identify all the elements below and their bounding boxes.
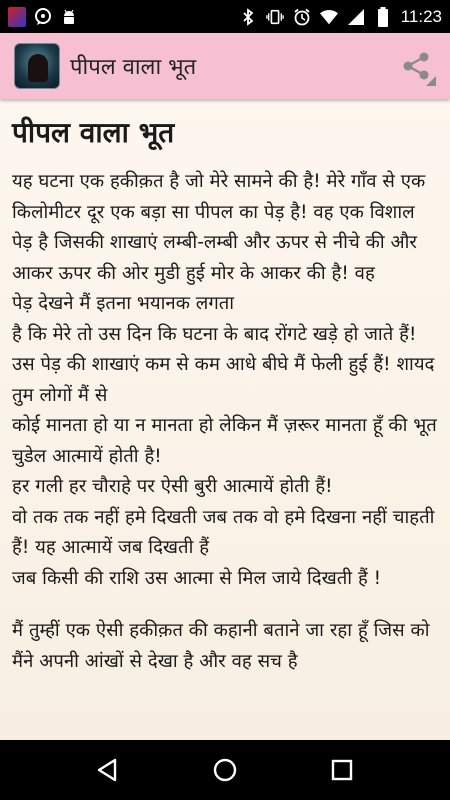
story-paragraph: यह घटना एक हकीक़त है जो मेरे सामने की है! मेरे गाँव से एक किलोमीटर दूर एक बड़ा सा पीपल का पेड़ है! वह एक विशाल पेड़ है जिसकी शाखाएं लम्बी-लम्बी और ऊपर से नीचे की और आकर ऊपर की ओर मुडी हुई मोर के आकर की है! वह पेड़ देखने मैं इतना भयानक लगता है कि मेरे तो उस दिन कि घटना के बाद रोंगटे खड़े हो जाते हैं! उस पेड़ की शाखाएं कम से कम आधे बीघे मैं फेली हुई हैं! शायद तुम लोगों मैं से कोई मानता हो या न मानता हो लेकिन मैं ज़रूर मानता हूँ की भूत चुडेल आत्मायें होती है! हर गली हर चौराहे पर ऐसी बुरी आत्मायें होती हैं! वो तक तक नहीं हमे दिखती जब तक वो हमे दिखना नहीं चाहती हैं! यह आत्मायें जब दिखती हैं जब किसी की राशि उस आत्मा से मिल जाये दिखती हैं !: [12, 171, 437, 589]
share-button[interactable]: [396, 46, 436, 86]
paragraph-gap: [12, 594, 438, 616]
vibrate-icon: [266, 8, 284, 26]
alarm-icon: [293, 8, 311, 26]
back-triangle-icon: [95, 757, 121, 783]
battery-icon: [374, 8, 392, 26]
overflow-indicator: [426, 76, 436, 86]
recents-square-icon: [330, 758, 354, 782]
home-button[interactable]: [205, 750, 245, 790]
home-circle-icon: [212, 757, 238, 783]
android-icon: [60, 8, 78, 26]
back-button[interactable]: [88, 750, 128, 790]
chat-icon: [34, 8, 52, 26]
status-clock: 11:23: [400, 6, 442, 26]
story-content[interactable]: [0, 99, 450, 740]
bluetooth-icon: [239, 8, 257, 26]
navigation-bar: [0, 740, 450, 800]
app-notification-icon: [8, 8, 26, 26]
status-bar: [0, 0, 450, 33]
wifi-icon: [320, 8, 338, 26]
story-title: पीपल वाला भूत: [12, 116, 175, 149]
app-bar: [0, 33, 450, 99]
signal-icon: [347, 8, 365, 26]
recents-button[interactable]: [322, 750, 362, 790]
app-logo: [14, 43, 60, 89]
app-title: पीपल वाला भूत: [70, 55, 197, 80]
story-paragraph: मैं तुम्हीं एक ऐसी हकीक़त की कहानी बताने जा रहा हूँ जिस को मैंने अपनी आंखों से देखा है और वह सच है: [12, 620, 430, 672]
